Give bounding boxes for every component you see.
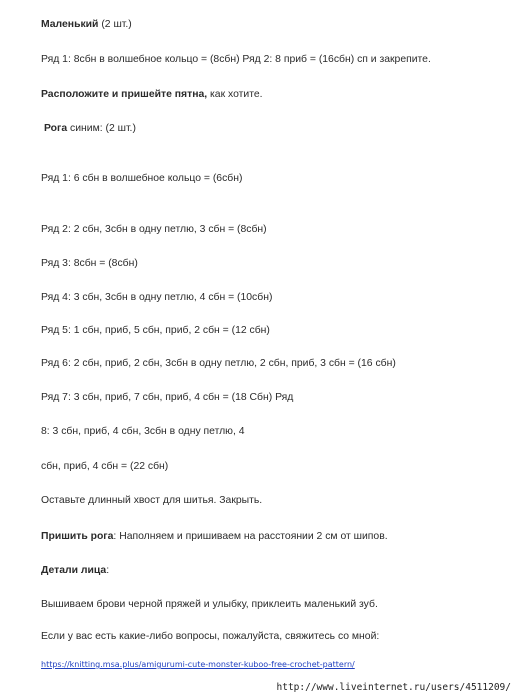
horns-heading: Рога [44, 123, 68, 134]
face-colon: : [106, 565, 110, 576]
horn-row-8: 8: 3 сбн, приб, 4 сбн, 3сбн в одну петлю, 4 [41, 426, 245, 437]
horn-row-2: Ряд 2: 2 сбн, 3сбн в одну петлю, 3 сбн = (8сбн) [41, 224, 267, 235]
pattern-link[interactable]: https://knitting.msa.plus/amigurumi-cute-monster-kuboo-free-crochet-pattern/ [41, 660, 355, 669]
spots-instruction-rest: как хотите. [207, 89, 263, 100]
face-text: Вышиваем брови черной пряжей и улыбку, приклеить маленький зуб. [41, 599, 378, 610]
sew-horns-line [41, 530, 513, 543]
horn-row-8-cont: сбн, приб, 4 сбн = (22 сбн) [41, 461, 169, 472]
small-heading-line [41, 18, 513, 31]
contact-text: Если у вас есть какие-либо вопросы, пожалуйста, свяжитесь со мной: [41, 631, 380, 642]
spots-instruction-bold: Расположите и пришейте пятна, [41, 89, 208, 100]
horn-row-4: Ряд 4: 3 сбн, 3сбн в одну петлю, 4 сбн = (10сбн) [41, 292, 273, 303]
horn-row-5: Ряд 5: 1 сбн, приб, 5 сбн, приб, 2 сбн = (12 сбн) [41, 325, 270, 336]
spots-instruction [41, 88, 513, 101]
face-heading-line [41, 564, 513, 577]
horn-row-6: Ряд 6: 2 сбн, приб, 2 сбн, 3сбн в одну петлю, 2 сбн, приб, 3 сбн = (16 сбн) [41, 358, 396, 369]
small-row-text: Ряд 1: 8сбн в волшебное кольцо = (8сбн) Ряд 2: 8 приб = (16сбн) сп и закрепите. [41, 54, 431, 65]
horns-heading-line [44, 122, 513, 135]
horn-row-7: Ряд 7: 3 сбн, приб, 7 сбн, приб, 4 сбн = (18 Сбн) Ряд [41, 392, 294, 403]
horns-color: синим: (2 шт.) [67, 123, 136, 134]
closing-text: Оставьте длинный хвост для шитья. Закрыть. [41, 495, 263, 506]
sew-horns-rest: : Наполняем и пришиваем на расстоянии 2 см от шипов. [113, 531, 388, 542]
watermark-url: http://www.liveinternet.ru/users/4511209/ [276, 682, 511, 693]
small-heading: Маленький [41, 19, 99, 30]
horn-row-1: Ряд 1: 6 сбн в волшебное кольцо = (6сбн) [41, 173, 243, 184]
face-heading: Детали лица [41, 565, 107, 576]
horn-row-3: Ряд 3: 8сбн = (8сбн) [41, 258, 138, 269]
sew-horns-bold: Пришить рога [41, 531, 114, 542]
small-count: (2 шт.) [98, 19, 132, 30]
